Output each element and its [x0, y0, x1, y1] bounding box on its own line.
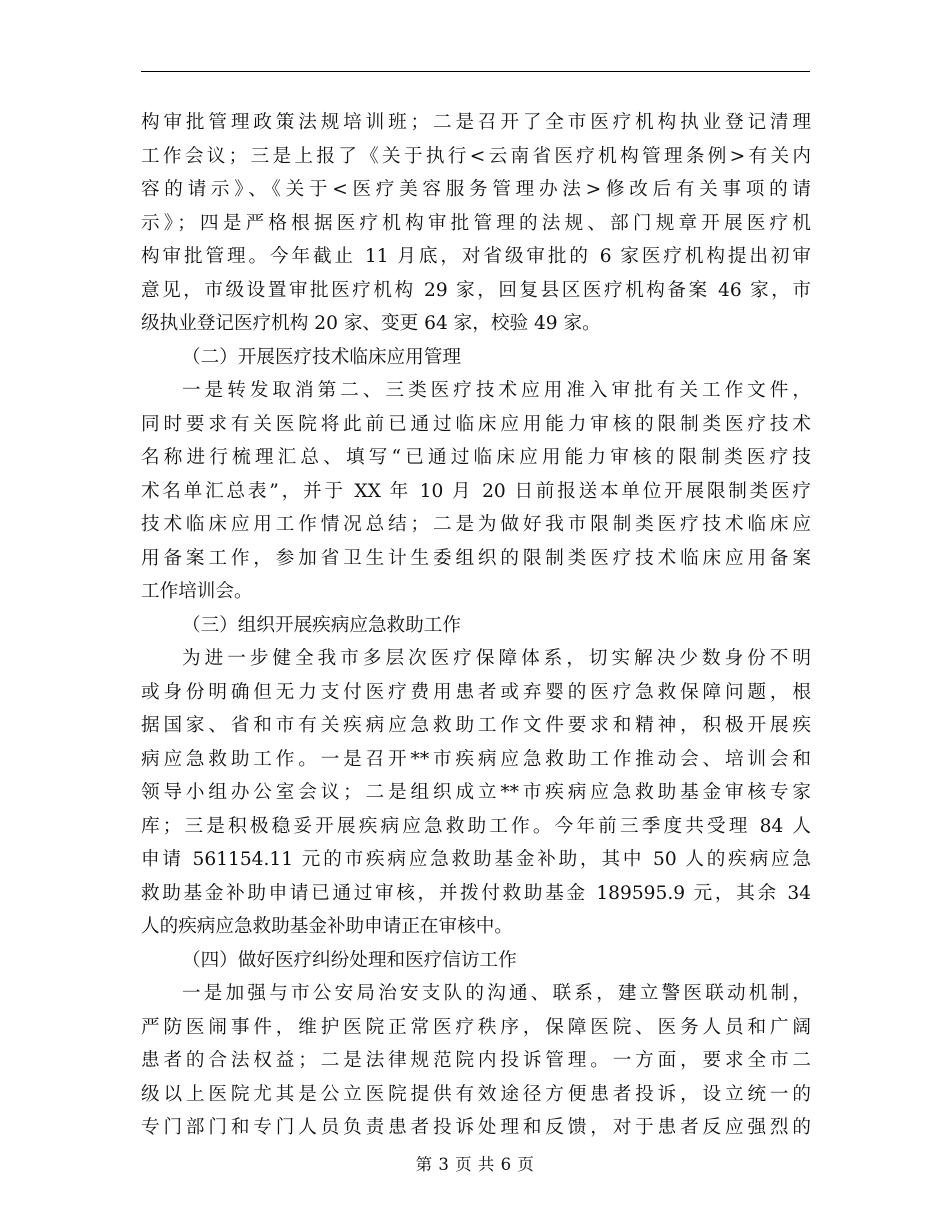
- text-line: 领导小组办公室会议；二是组织成立**市疾病应急救助基金审核专家: [141, 782, 811, 803]
- text-line: 病应急救助工作。一是召开**市疾病应急救助工作推动会、培训会和: [141, 748, 811, 770]
- text-line: 专门部门和专门人员负责患者投诉处理和反馈，对于患者反应强烈的: [141, 1117, 811, 1138]
- section-heading: （二）开展医疗技术临床应用管理: [182, 346, 461, 368]
- text-line: 级以上医院尤其是公立医院提供有效途径方便患者投诉，设立统一的: [141, 1083, 811, 1105]
- text-line: 库；三是积极稳妥开展疾病应急救助工作。今年前三季度共受理 84 人: [141, 815, 811, 837]
- page-number-footer: 第 3 页 共 6 页: [415, 1155, 535, 1174]
- text-line: 术名单汇总表”，并于 XX 年 10 月 20 日前报送本单位开展限制类医疗: [141, 480, 811, 502]
- text-line: 严防医闹事件，维护医院正常医疗秩序，保障医院、医务人员和广阔: [141, 1016, 811, 1038]
- text-line: 人的疾病应急救助基金补助申请正在审核中。: [141, 916, 513, 937]
- text-line: 一是转发取消第二、三类医疗技术应用准入审批有关工作文件，: [182, 380, 811, 401]
- text-line: 工作培训会。: [141, 581, 253, 602]
- section-heading: （四）做好医疗纠纷处理和医疗信访工作: [182, 949, 517, 971]
- header-rule: [141, 71, 810, 72]
- text-line: 同时要求有关医院将此前已通过临床应用能力审核的限制类医疗技术: [141, 413, 811, 435]
- text-line: 为进一步健全我市多层次医疗保障体系，切实解决少数身份不明: [182, 648, 811, 669]
- section-heading: （三）组织开展疾病应急救助工作: [182, 614, 461, 636]
- text-line: 据国家、省和市有关疾病应急救助工作文件要求和精神，积极开展疾: [141, 715, 811, 736]
- text-line: 构审批管理政策法规培训班；二是召开了全市医疗机构执业登记清理: [141, 112, 811, 133]
- text-line: 用备案工作，参加省卫生计生委组织的限制类医疗技术临床应用备案: [141, 547, 811, 569]
- text-line: 救助基金补助申请已通过审核，并拨付救助基金 189595.9 元，其余 34: [141, 882, 811, 904]
- text-line: 申请 561154.11 元的市疾病应急救助基金补助，其中 50 人的疾病应急: [141, 849, 811, 870]
- text-line: 技术临床应用工作情况总结；二是为做好我市限制类医疗技术临床应: [141, 514, 811, 535]
- text-line: 工作会议；三是上报了《关于执行<云南省医疗机构管理条例>有关内: [141, 145, 811, 167]
- text-line: 构审批管理。今年截止 11 月底，对省级审批的 6 家医疗机构提出初审: [141, 246, 811, 267]
- text-line: 意见，市级设置审批医疗机构 29 家，回复县区医疗机构备案 46 家，市: [141, 279, 811, 301]
- text-line: 级执业登记医疗机构 20 家、变更 64 家，校验 49 家。: [141, 313, 601, 334]
- text-line: 示》；四是严格根据医疗机构审批管理的法规、部门规章开展医疗机: [141, 212, 811, 234]
- text-line: 名称进行梳理汇总、填写“已通过临床应用能力审核的限制类医疗技: [141, 447, 811, 468]
- text-line: 患者的合法权益；二是法律规范院内投诉管理。一方面，要求全市二: [141, 1050, 811, 1071]
- text-line: 或身份明确但无力支付医疗费用患者或弃婴的医疗急救保障问题，根: [141, 681, 811, 703]
- document-body: [141, 106, 811, 1145]
- text-line: 一是加强与市公安局治安支队的沟通、联系，建立警医联动机制，: [182, 983, 811, 1004]
- text-line: 容的请示》、《关于<医疗美容服务管理办法>修改后有关事项的请: [141, 179, 811, 200]
